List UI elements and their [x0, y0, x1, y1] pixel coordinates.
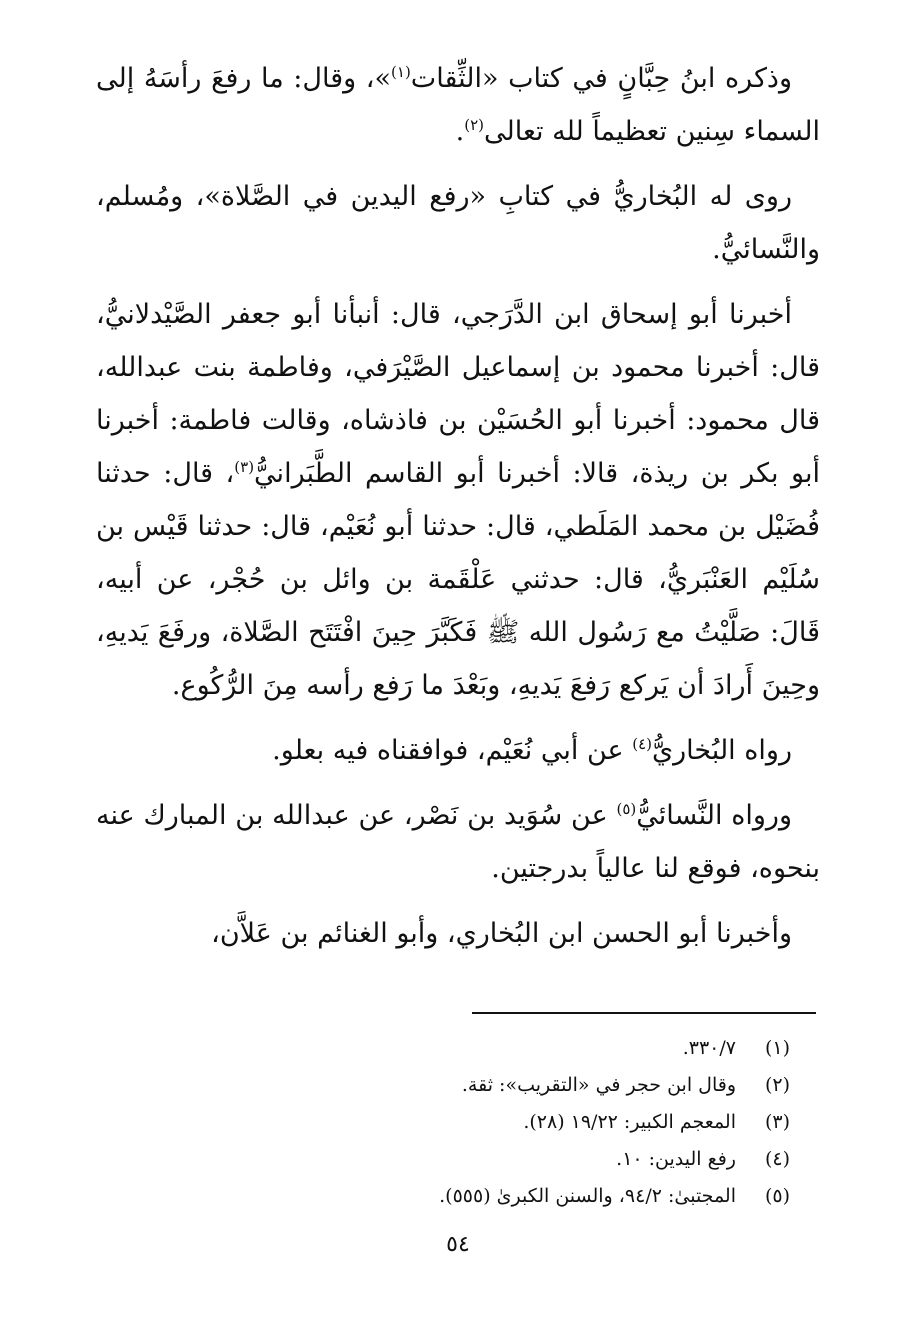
paragraph-4-text-b: عن أبي نُعَيْم، فوافقناه فيه بعلو.: [272, 735, 633, 766]
footnote-ref-3: (٣): [234, 458, 255, 476]
paragraph-3-text-b: ، قال: حدثنا فُضَيْل بن محمد المَلَطي، قال: حدثنا أبو نُعَيْم، قال: حدثنا قَيْس بن سُلَيْم العَنْبَريُّ، قال: حدثني عَلْقَمة بن وائل بن حُجْر، عن أبيه، قَالَ: صَلَّيْتُ مع رَسُول الله ﷺ فَكَبَّرَ حِينَ افْتَتَح الصَّلاة، ورفَعَ يَديهِ، وحِينَ أَرادَ أن يَركع رَفعَ يَديهِ، وبَعْدَ ما رَفع رأسه مِنَ الرُّكُوع.: [96, 458, 820, 701]
paragraph-6-text: وأخبرنا أبو الحسن ابن البُخاري، وأبو الغنائم بن عَلاَّن،: [211, 918, 792, 949]
footnote-number: (١): [764, 1037, 790, 1059]
paragraph-3: [96, 288, 820, 712]
footnote-text: ٣٣٠/٧.: [682, 1037, 736, 1059]
page-number: ٥٤: [446, 1232, 470, 1257]
footnote-number: (٣): [764, 1111, 790, 1133]
paragraph-1-text-a: وذكره ابنُ حِبَّانٍ في كتاب «الثِّقات: [410, 63, 792, 94]
footnote-ref-1: (١): [391, 63, 411, 81]
paragraph-1-text-c: .: [455, 116, 465, 147]
footnote-number: (٤): [764, 1148, 790, 1170]
paragraph-4-text-a: رواه البُخاريُّ: [651, 735, 792, 766]
footnote-5: [200, 1178, 790, 1215]
footnote-number: (٥): [764, 1185, 790, 1207]
footnote-ref-2: (٢): [464, 116, 485, 134]
footnote-4: [200, 1141, 790, 1178]
footnote-text: المعجم الكبير: ١٩/٢٢ (٢٨).: [523, 1111, 736, 1133]
footnote-number: (٢): [764, 1074, 790, 1096]
main-text: [96, 52, 820, 972]
footnote-separator: [472, 1012, 816, 1014]
paragraph-2: [96, 170, 820, 276]
footnote-2: [200, 1067, 790, 1104]
footnote-ref-5: (٥): [616, 800, 637, 818]
paragraph-5-text-a: ورواه النَّسائيُّ: [636, 800, 792, 831]
footnote-text: رفع اليدين: ١٠.: [616, 1148, 736, 1170]
paragraph-2-text: روى له البُخاريُّ في كتابِ «رفع اليدين في الصَّلاة»، ومُسلم، والنَّسائيُّ.: [96, 181, 820, 265]
paragraph-5-text-b: عن سُوَيد بن نَصْر، عن عبدالله بن المبارك عنه بنحوه، فوقع لنا عالياً بدرجتين.: [96, 800, 820, 884]
paragraph-4: [96, 724, 820, 777]
footnote-ref-4: (٤): [632, 735, 652, 753]
footnote-3: [200, 1104, 790, 1141]
footnote-text: المجتبىٰ: ٩٤/٢، والسنن الكبرىٰ (٥٥٥).: [439, 1185, 736, 1207]
footnote-1: [200, 1030, 790, 1067]
footnotes: [200, 1030, 790, 1215]
paragraph-1: [96, 52, 820, 158]
paragraph-3-text-a: أخبرنا أبو إسحاق ابن الدَّرَجي، قال: أنبأنا أبو جعفر الصَّيْدلانيُّ، قال: أخبرنا محمود بن إسماعيل الصَّيْرَفي، وفاطمة بنت عبدالله، قال محمود: أخبرنا أبو الحُسَيْن بن فاذشاه، وقالت فاطمة: أخبرنا أبو بكر بن ريذة، قالا: أخبرنا أبو القاسم الطَّبَرانيُّ: [96, 299, 820, 489]
paragraph-1-text-b: »، وقال: ما رفعَ رأسَهُ إلى السماء سِنين تعظيماً لله تعالى: [96, 63, 820, 147]
footnote-text: وقال ابن حجر في «التقريب»: ثقة.: [461, 1074, 736, 1096]
paragraph-5: [96, 789, 820, 895]
paragraph-6: [96, 907, 820, 960]
